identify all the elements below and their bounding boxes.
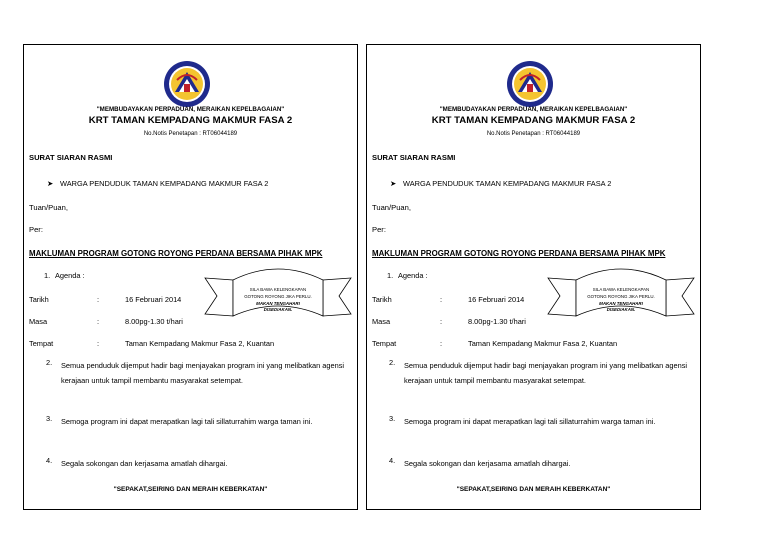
point-number: 3. (389, 414, 396, 423)
agenda-label: Agenda : (398, 271, 428, 280)
time-value: 8.00pg-1.30 t/hari (468, 317, 526, 326)
point-number: 2. (46, 358, 53, 367)
recipient: WARGA PENDUDUK TAMAN KEMPADANG MAKMUR FASA 2 (403, 179, 612, 188)
date-separator: : (97, 295, 100, 304)
organization-name: KRT TAMAN KEMPADANG MAKMUR FASA 2 (431, 115, 636, 126)
point-text: Semoga program ini dapat merapatkan lagi tali sillaturrahim warga taman ini. (404, 417, 656, 426)
letter-type: SURAT SIARAN RASMI (372, 153, 456, 162)
date-label: Tarikh (372, 295, 392, 304)
point-number: 4. (46, 456, 53, 465)
motto: "MEMBUDAYAKAN PERPADUAN, MERAIKAN KEPELBAGAIAN" (96, 106, 285, 113)
per-label: Per: (372, 225, 386, 234)
rukun-tetangga-logo-icon (163, 60, 211, 108)
letter-type: SURAT SIARAN RASMI (29, 153, 113, 162)
point-text: Semua penduduk dijemput hadir bagi menjayakan program ini yang melibatkan agensi kerajaan untuk tampil membantu masyarakat setempat. (404, 361, 688, 385)
closing-slogan: "SEPAKAT,SEIRING DAN MERAIH KEBERKATAN" (113, 486, 268, 493)
arrow-bullet-icon: ➤ (47, 179, 54, 188)
banner-line: MAKAN TENGAHARI (599, 301, 643, 306)
point-number: 4. (389, 456, 396, 465)
recipient: WARGA PENDUDUK TAMAN KEMPADANG MAKMUR FASA 2 (60, 179, 269, 188)
venue-label: Tempat (372, 339, 397, 348)
point-number: 2. (389, 358, 396, 367)
agenda-label: Agenda : (55, 271, 85, 280)
arrow-bullet-icon: ➤ (390, 179, 397, 188)
point-text: Semoga program ini dapat merapatkan lagi tali sillaturrahim warga taman ini. (61, 417, 313, 426)
flyer-right (366, 44, 701, 510)
subject-line: MAKLUMAN PROGRAM GOTONG ROYONG PERDANA BERSAMA PIHAK MPK (372, 249, 666, 258)
salutation: Tuan/Puan, (372, 203, 411, 212)
time-label: Masa (372, 317, 391, 326)
venue-separator: : (97, 339, 100, 348)
rukun-tetangga-logo-icon (506, 60, 554, 108)
banner-line: SILA BAWA KELENGKAPAN (592, 287, 650, 292)
date-separator: : (440, 295, 443, 304)
registration-number: No.Notis Penetapan : RT06044189 (486, 131, 581, 137)
banner-line: DISEDIAKAN. (606, 307, 636, 312)
subject-line: MAKLUMAN PROGRAM GOTONG ROYONG PERDANA BERSAMA PIHAK MPK (29, 249, 323, 258)
time-separator: : (97, 317, 100, 326)
organization-name: KRT TAMAN KEMPADANG MAKMUR FASA 2 (88, 115, 293, 126)
venue-value: Taman Kempadang Makmur Fasa 2, Kuantan (468, 339, 618, 348)
venue-separator: : (440, 339, 443, 348)
date-value: 16 Februari 2014 (125, 295, 182, 304)
date-label: Tarikh (29, 295, 49, 304)
time-separator: : (440, 317, 443, 326)
agenda-number: 1. (387, 271, 394, 280)
agenda-number: 1. (44, 271, 51, 280)
point-number: 3. (46, 414, 53, 423)
banner-line: DISEDIAKAN. (263, 307, 293, 312)
time-value: 8.00pg-1.30 t/hari (125, 317, 183, 326)
date-value: 16 Februari 2014 (468, 295, 525, 304)
banner-line: SILA BAWA KELENGKAPAN (249, 287, 307, 292)
venue-value: Taman Kempadang Makmur Fasa 2, Kuantan (125, 339, 275, 348)
registration-number: No.Notis Penetapan : RT06044189 (143, 131, 238, 137)
banner-line: GOTONG ROYONG JIKA PERLU. (587, 294, 655, 299)
point-text: Segala sokongan dan kerjasama amatlah dihargai. (404, 459, 571, 468)
point-text: Semua penduduk dijemput hadir bagi menjayakan program ini yang melibatkan agensi kerajaan untuk tampil membantu masyarakat setempat. (61, 361, 345, 385)
salutation: Tuan/Puan, (29, 203, 68, 212)
point-text: Segala sokongan dan kerjasama amatlah dihargai. (61, 459, 228, 468)
per-label: Per: (29, 225, 43, 234)
banner-line: MAKAN TENGAHARI (256, 301, 300, 306)
motto: "MEMBUDAYAKAN PERPADUAN, MERAIKAN KEPELBAGAIAN" (439, 106, 628, 113)
flyer-left (23, 44, 358, 510)
closing-slogan: "SEPAKAT,SEIRING DAN MERAIH KEBERKATAN" (456, 486, 611, 493)
banner-line: GOTONG ROYONG JIKA PERLU. (244, 294, 312, 299)
venue-label: Tempat (29, 339, 54, 348)
time-label: Masa (29, 317, 48, 326)
